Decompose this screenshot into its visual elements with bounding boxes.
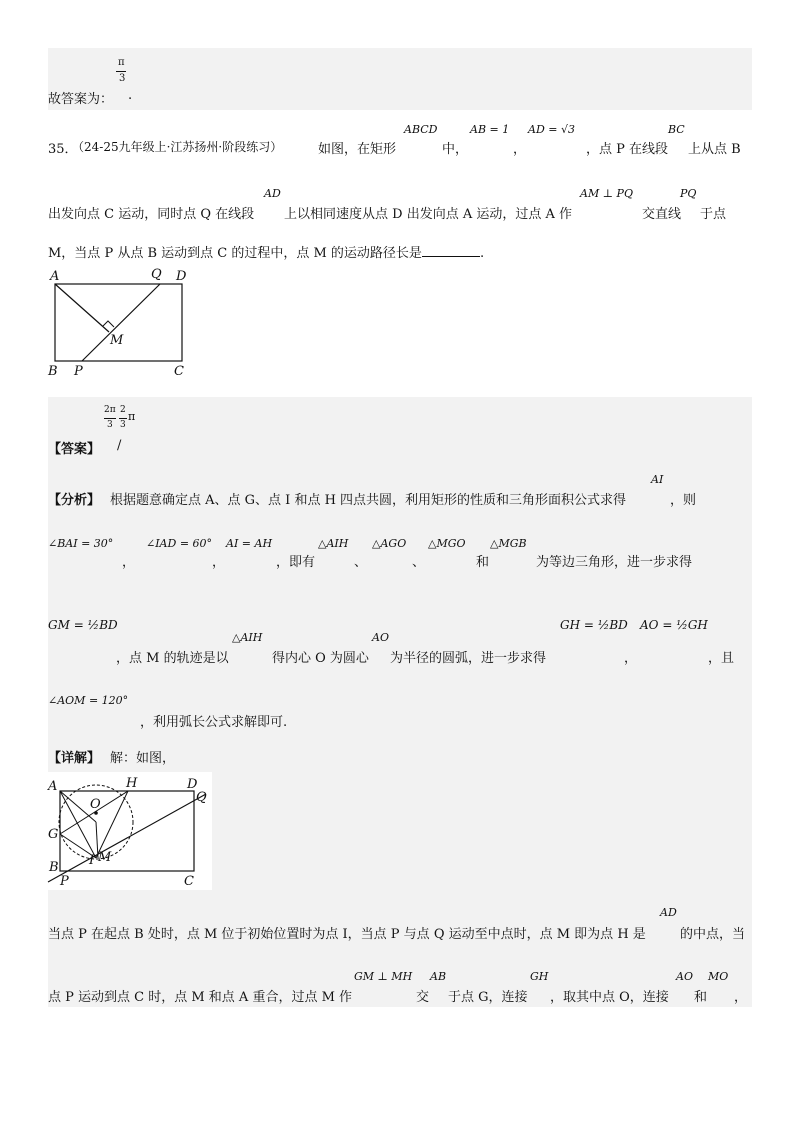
problem-number: 35． (48, 142, 78, 157)
analysis-text: ，利用弧长公式求解即可. (140, 715, 288, 730)
math-AO: AO (372, 631, 389, 644)
math-triangle-AIH: △AIH (232, 631, 263, 644)
pi-denominator: 3 (119, 73, 126, 84)
label-P: P (60, 874, 69, 889)
label-C: C (174, 364, 184, 379)
analysis-text: 、 (354, 555, 368, 570)
analysis-label: 【分析】 (48, 493, 101, 508)
analysis-text: 为等边三角形，进一步求得 (536, 555, 693, 570)
label-C: C (184, 874, 194, 889)
analysis-text: ，则 (670, 493, 697, 508)
label-B: B (49, 860, 59, 875)
detail-text: 的中点，当 (680, 927, 746, 942)
frac-bar (116, 71, 126, 72)
analysis-text: 得内心 O 为圆心 (272, 651, 369, 666)
math-angle-BAI: ∠BAI = 30° (48, 537, 114, 550)
frac-bar (104, 418, 116, 419)
right-angle-mark (103, 321, 114, 327)
math-AD: AD (264, 187, 281, 200)
rect-ABCD (55, 284, 182, 361)
frac-numerator: 2π (104, 405, 116, 415)
math-BC: BC (668, 123, 685, 136)
problem-source: （24-25九年级上·江苏扬州·阶段练习） (72, 140, 283, 154)
label-B: B (48, 364, 58, 379)
math-angle-IAD: ∠IAD = 60° (146, 537, 213, 550)
label-H: H (126, 776, 138, 791)
prev-answer-text: 故答案为： (48, 92, 114, 107)
label-Q: Q (196, 790, 207, 805)
problem-text: ， (513, 142, 527, 157)
frac2-denominator: 3 (120, 420, 126, 430)
analysis-text: ， (122, 555, 136, 570)
math-GH: GH (530, 970, 549, 983)
analysis-text: ，即有 (276, 555, 316, 570)
prev-answer-dot: . (128, 88, 133, 103)
problem-text: 上从点 B (688, 142, 741, 157)
math-GH-half-BD: GH = ½BD (560, 618, 628, 632)
prev-answer-band (48, 48, 752, 110)
math-triangle-MGO: △MGO (428, 537, 466, 550)
math-AO-half-GH: AO = ½GH (640, 618, 708, 632)
problem-text: 中， (442, 142, 469, 157)
problem-text: 于点 (700, 207, 727, 222)
math-AB: AB = 1 (470, 123, 510, 136)
detail-text: 交 (416, 990, 430, 1005)
segment-AM (55, 284, 109, 332)
label-A: A (50, 269, 60, 284)
problem-text (48, 242, 484, 261)
detail-text: 当点 P 在起点 B 处时，点 M 位于初始位置时为点 I，当点 P 与点 Q 运动至中点时，点 M 即为点 H 是 (48, 927, 646, 942)
detail-text: 点 P 运动到点 C 时，点 M 和点 A 重合，过点 M 作 (48, 990, 353, 1005)
analysis-text: 、 (412, 555, 426, 570)
label-M: M (110, 333, 124, 348)
label-O: O (90, 797, 101, 812)
answer-blank (422, 244, 480, 257)
analysis-text: 和 (476, 555, 490, 570)
label-G: G (48, 827, 59, 842)
math-AB: AB (430, 970, 447, 983)
math-PQ: PQ (680, 187, 697, 200)
label-A: A (48, 779, 58, 794)
analysis-text: ， (212, 555, 226, 570)
problem-text: 出发向点 C 运动，同时点 Q 在线段 (48, 207, 255, 222)
figure-rectangle-1 (44, 264, 204, 379)
detail-text: 和 (694, 990, 708, 1005)
math-AD: AD = √3 (528, 123, 575, 136)
label-I: I (89, 853, 95, 868)
math-ABCD: ABCD (404, 123, 438, 136)
math-AM-perp-PQ: AM ⊥ PQ (580, 187, 633, 200)
problem-text: 上以相同速度从点 D 出发向点 A 运动，过点 A 作 (284, 207, 572, 222)
pi-numerator: π (118, 57, 125, 68)
label-D: D (176, 269, 187, 284)
pi-symbol: π (128, 410, 136, 423)
frac-denominator: 3 (107, 420, 113, 430)
problem-text: ，点 P 在线段 (586, 142, 669, 157)
label-D: D (187, 777, 198, 792)
analysis-text: ，点 M 的轨迹是以 (116, 651, 229, 666)
detail-text: 解：如图， (110, 751, 176, 766)
math-AD: AD (660, 906, 677, 919)
math-triangle-MGB: △MGB (490, 537, 527, 550)
analysis-text: 为半径的圆弧，进一步求得 (390, 651, 547, 666)
math-MO: MO (708, 970, 729, 983)
math-angle-AOM: ∠AOM = 120° (48, 694, 129, 707)
answer-label: 【答案】 (48, 442, 101, 457)
math-AI-eq-AH: AI = AH (226, 537, 273, 550)
math-triangle-AGO: △AGO (372, 537, 407, 550)
figure-rectangle-2 (46, 772, 212, 890)
math-AO: AO (676, 970, 693, 983)
detail-text: ，取其中点 O，连接 (550, 990, 669, 1005)
problem-text: 如图，在矩形 (318, 142, 397, 157)
math-GM-half-BD: GM = ½BD (48, 618, 118, 632)
problem-text: 交直线 (642, 207, 682, 222)
analysis-text: ，且 (708, 651, 735, 666)
answer-slash: / (117, 438, 122, 453)
math-triangle-AIH: △AIH (318, 537, 349, 550)
segment-PQ (82, 284, 160, 361)
problem-text: M，当点 P 从点 B 运动到点 C 的过程中，点 M 的运动路径长是 (48, 246, 422, 261)
analysis-text: ， (624, 651, 638, 666)
detail-text: ， (734, 990, 748, 1005)
frac2-numerator: 2 (120, 405, 126, 415)
detail-text: 于点 G，连接 (448, 990, 528, 1005)
label-P: P (74, 364, 83, 379)
math-AI: AI (651, 473, 664, 486)
detail-label: 【详解】 (48, 751, 101, 766)
analysis-text: 根据题意确定点 A、点 G、点 I 和点 H 四点共圆，利用矩形的性质和三角形面积公式求得 (110, 493, 627, 508)
math-GM-perp-MH: GM ⊥ MH (354, 970, 413, 983)
problem-text: . (479, 246, 485, 261)
label-M: M (98, 850, 112, 865)
frac-bar (119, 418, 127, 419)
label-Q: Q (151, 267, 162, 282)
